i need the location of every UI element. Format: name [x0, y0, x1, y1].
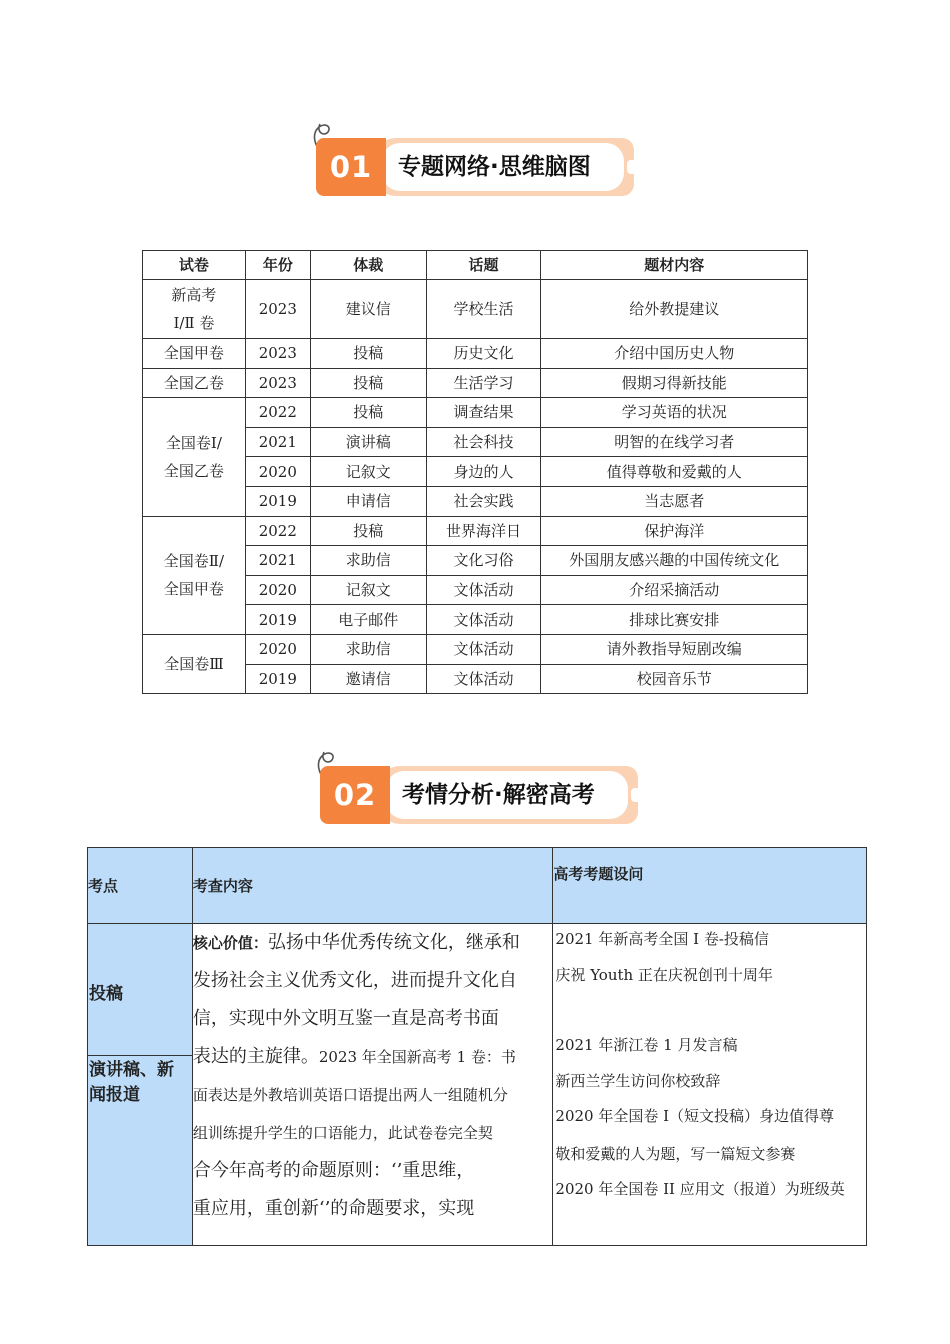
exam-analysis-table: [87, 847, 867, 1246]
year-cell: 2019: [245, 664, 310, 694]
genre-cell: 记叙文: [310, 575, 426, 605]
table-row: [143, 516, 808, 546]
content-cell: 介绍采摘活动: [541, 575, 808, 605]
content-cell: 给外教提建议: [541, 280, 808, 339]
table-header-row: [88, 848, 867, 924]
point-label: 演讲稿、新 闻报道: [89, 1060, 174, 1105]
question-line: 新西兰学生访问你校致辞: [555, 1072, 721, 1090]
year-cell: 2023: [245, 280, 310, 339]
genre-cell: 投稿: [310, 368, 426, 398]
year-cell: 2020: [245, 634, 310, 664]
content-cell: 保护海洋: [541, 516, 808, 546]
question-line: 敬和爱戴的人为题，写一篇短文参赛: [555, 1145, 796, 1163]
header-genre: 体裁: [310, 251, 426, 280]
genre-cell: 申请信: [310, 486, 426, 516]
genre-cell: 记叙文: [310, 457, 426, 487]
content-text: 核心价值：弘扬中华优秀传统文化，继承和 发扬社会主义优秀文化，进而提升文化自 信，实现中外文明互鉴一直是高考书面 表达的主旋律。2023 年全国新高考 1 卷：书 面表达是外教培训英语口语提出两人一组随机分 组训练提升学生的口语能力，此试卷卷完全契 合今年高考的命题原则：‘’重思维， 重应用，重创新‘’的命题要求，实现: [192, 932, 520, 1219]
table-row: [143, 280, 808, 339]
paper-cell: 全国乙卷: [143, 368, 246, 398]
topic-cell: 世界海洋日: [426, 516, 541, 546]
content-cell: 值得尊敬和爱戴的人: [541, 457, 808, 487]
table-row: [143, 398, 808, 428]
table-row: [143, 368, 808, 398]
paper-cell: 全国卷Ⅱ/ 全国甲卷: [143, 516, 246, 634]
banner-notch: [627, 160, 637, 174]
topic-cell: 历史文化: [426, 339, 541, 369]
banner-notch: [631, 788, 641, 802]
header-content: 题材内容: [541, 251, 808, 280]
year-cell: 2020: [245, 575, 310, 605]
table-row: [88, 924, 867, 1246]
header-questions: 高考考题设问: [553, 848, 867, 924]
questions-cell: [553, 924, 867, 1246]
point-cell: [88, 924, 193, 1246]
year-cell: 2021: [245, 546, 310, 576]
topic-cell: 生活学习: [426, 368, 541, 398]
table-header-row: [143, 251, 808, 280]
question-line: 2020 年全国卷 I（短文投稿）身边值得尊: [555, 1107, 835, 1125]
section-banner-01: [316, 138, 634, 196]
content-cell: 校园音乐节: [541, 664, 808, 694]
genre-cell: 电子邮件: [310, 605, 426, 635]
section-banner-02: [320, 766, 638, 824]
genre-cell: 求助信: [310, 634, 426, 664]
content-cell: 明智的在线学习者: [541, 427, 808, 457]
year-cell: 2023: [245, 368, 310, 398]
topic-cell: 社会科技: [426, 427, 541, 457]
topic-cell: 文体活动: [426, 575, 541, 605]
header-point: 考点: [88, 848, 193, 924]
topic-cell: 文化习俗: [426, 546, 541, 576]
year-cell: 2021: [245, 427, 310, 457]
content-cell: 学习英语的状况: [541, 398, 808, 428]
content-cell: 请外教指导短剧改编: [541, 634, 808, 664]
paper-cell: 全国卷Ⅲ: [143, 634, 246, 693]
paper-cell: 全国甲卷: [143, 339, 246, 369]
table-row: [143, 339, 808, 369]
genre-cell: 投稿: [310, 398, 426, 428]
question-line: 2021 年新高考全国 I 卷-投稿信: [555, 930, 769, 948]
topic-cell: 学校生活: [426, 280, 541, 339]
question-line: 2020 年全国卷 II 应用文（报道）为班级英: [555, 1180, 845, 1198]
header-paper: 试卷: [143, 251, 246, 280]
content-cell: 当志愿者: [541, 486, 808, 516]
question-line: 2021 年浙江卷 1 月发言稿: [555, 1036, 738, 1054]
topic-cell: 社会实践: [426, 486, 541, 516]
year-cell: 2019: [245, 486, 310, 516]
banner-title: 专题网络·思维脑图: [382, 143, 624, 191]
banner-number: 02: [320, 766, 390, 824]
exam-topic-table: [142, 250, 808, 694]
content-cell: 介绍中国历史人物: [541, 339, 808, 369]
topic-cell: 调查结果: [426, 398, 541, 428]
genre-cell: 投稿: [310, 339, 426, 369]
banner-title-frame: [374, 138, 634, 196]
topic-cell: 文体活动: [426, 634, 541, 664]
year-cell: 2022: [245, 516, 310, 546]
banner-number: 01: [316, 138, 386, 196]
paper-cell: 新高考 Ⅰ/Ⅱ 卷: [143, 280, 246, 339]
table-row: [143, 634, 808, 664]
banner-title-frame: [378, 766, 638, 824]
banner-title: 考情分析·解密高考: [386, 771, 628, 819]
year-cell: 2023: [245, 339, 310, 369]
topic-cell: 身边的人: [426, 457, 541, 487]
content-cell: 假期习得新技能: [541, 368, 808, 398]
genre-cell: 建议信: [310, 280, 426, 339]
header-year: 年份: [245, 251, 310, 280]
year-cell: 2020: [245, 457, 310, 487]
genre-cell: 演讲稿: [310, 427, 426, 457]
genre-cell: 投稿: [310, 516, 426, 546]
year-cell: 2019: [245, 605, 310, 635]
point-divider: [88, 1055, 192, 1056]
content-cell: 排球比赛安排: [541, 605, 808, 635]
point-label: 投稿: [89, 984, 123, 1004]
header-topic: 话题: [426, 251, 541, 280]
content-cell: 外国朋友感兴趣的中国传统文化: [541, 546, 808, 576]
genre-cell: 邀请信: [310, 664, 426, 694]
topic-cell: 文体活动: [426, 664, 541, 694]
question-line: 庆祝 Youth 正在庆祝创刊十周年: [555, 966, 773, 984]
content-cell: [192, 924, 553, 1246]
topic-cell: 文体活动: [426, 605, 541, 635]
paper-cell: 全国卷Ⅰ/ 全国乙卷: [143, 398, 246, 516]
header-content: 考查内容: [192, 848, 553, 924]
genre-cell: 求助信: [310, 546, 426, 576]
year-cell: 2022: [245, 398, 310, 428]
